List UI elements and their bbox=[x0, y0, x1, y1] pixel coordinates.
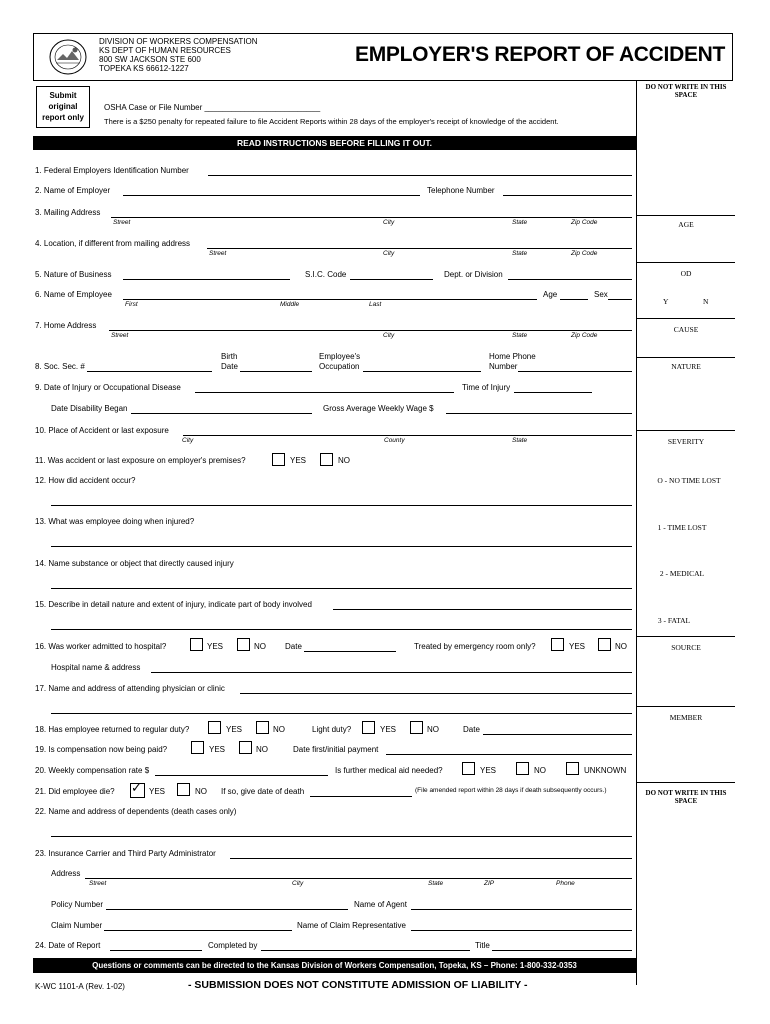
light-duty-yes-checkbox[interactable] bbox=[362, 721, 375, 734]
q24-label: 24. Date of Report bbox=[35, 941, 101, 950]
form-title: EMPLOYER'S REPORT OF ACCIDENT bbox=[355, 43, 726, 66]
telephone-input[interactable] bbox=[503, 195, 632, 196]
home-phone-label-1: Home Phone bbox=[489, 352, 536, 361]
agency-line: TOPEKA KS 66612-1227 bbox=[99, 64, 189, 73]
q11-yes-checkbox[interactable] bbox=[272, 453, 285, 466]
instructions-bar bbox=[33, 136, 636, 150]
fein-input[interactable] bbox=[208, 175, 632, 176]
q23-label: 23. Insurance Carrier and Third Party Administrator bbox=[35, 849, 216, 858]
hospital-name-input[interactable] bbox=[151, 672, 632, 673]
wage-input[interactable] bbox=[446, 413, 632, 414]
home-address-input[interactable] bbox=[109, 330, 632, 331]
q21-label: 21. Did employee die? bbox=[35, 787, 115, 796]
sub-last: Last bbox=[369, 301, 382, 308]
occupation-label-2: Occupation bbox=[319, 362, 360, 371]
age-label: Age bbox=[543, 290, 558, 299]
rail-od: OD bbox=[680, 269, 692, 278]
rail-source: SOURCE bbox=[671, 643, 701, 652]
birth-date-label: Date bbox=[221, 362, 238, 371]
q13-label: 13. What was employee doing when injured? bbox=[35, 517, 195, 526]
claim-number-label: Claim Number bbox=[51, 921, 103, 930]
sub-state: State bbox=[512, 250, 528, 257]
no-label: NO bbox=[254, 642, 266, 651]
disability-date-input[interactable] bbox=[131, 413, 312, 414]
agency-line: KS DEPT OF HUMAN RESOURCES bbox=[99, 46, 231, 55]
sub-street: Street bbox=[89, 880, 107, 887]
contact-bar bbox=[33, 958, 636, 973]
q6-label: 6. Name of Employee bbox=[35, 290, 112, 299]
sub-state: State bbox=[512, 332, 528, 339]
sub-state: State bbox=[428, 880, 444, 887]
dept-label: Dept. or Division bbox=[444, 270, 503, 279]
sub-first: First bbox=[125, 301, 138, 308]
rail-member: MEMBER bbox=[669, 713, 703, 722]
employer-name-input[interactable] bbox=[123, 195, 420, 196]
telephone-label: Telephone Number bbox=[427, 186, 495, 195]
rail-sev-0[interactable]: O - NO TIME LOST bbox=[657, 476, 721, 485]
claim-number-input[interactable] bbox=[104, 930, 292, 931]
rail-rule bbox=[637, 430, 735, 431]
sub-street: Street bbox=[111, 332, 129, 339]
q8-label: 8. Soc. Sec. # bbox=[35, 362, 85, 371]
employee-activity-input[interactable] bbox=[51, 546, 632, 547]
sub-street: Street bbox=[209, 250, 227, 257]
unknown-label: UNKNOWN bbox=[584, 766, 627, 775]
wage-label: Gross Average Weekly Wage $ bbox=[323, 404, 434, 413]
rail-top-note: DO NOT WRITE IN THIS SPACE bbox=[645, 83, 727, 99]
rail-severity: SEVERITY bbox=[667, 437, 705, 446]
rail-y[interactable]: Y bbox=[663, 297, 669, 306]
yes-label: YES bbox=[569, 642, 586, 651]
nature-of-business-input[interactable] bbox=[123, 279, 290, 280]
first-payment-input[interactable] bbox=[386, 754, 632, 755]
q2-label: 2. Name of Employer bbox=[35, 186, 111, 195]
q22-label: 22. Name and address of dependents (death cases only) bbox=[35, 807, 237, 816]
injury-date-input[interactable] bbox=[195, 392, 454, 393]
how-occurred-input[interactable] bbox=[51, 505, 632, 506]
occupation-label-1: Employee's bbox=[319, 352, 361, 361]
submit-line: original bbox=[48, 102, 78, 111]
rail-nature: NATURE bbox=[671, 362, 701, 371]
instructions-text: READ INSTRUCTIONS BEFORE FILLING IT OUT. bbox=[236, 138, 433, 148]
light-duty-no-checkbox[interactable] bbox=[410, 721, 423, 734]
sub-city: City bbox=[182, 437, 194, 444]
q11-label: 11. Was accident or last exposure on employer's premises? bbox=[35, 456, 246, 465]
q1-label: 1. Federal Employers Identification Number bbox=[35, 166, 189, 175]
rail-rule bbox=[637, 318, 735, 319]
yes-label: YES bbox=[480, 766, 497, 775]
death-date-label: If so, give date of death bbox=[221, 787, 305, 796]
rail-rule bbox=[637, 636, 735, 637]
rail-rule bbox=[637, 262, 735, 263]
yes-label: YES bbox=[290, 456, 307, 465]
state-seal-icon bbox=[48, 38, 88, 76]
q21-no-checkbox[interactable] bbox=[177, 783, 190, 796]
yes-label: YES bbox=[226, 725, 243, 734]
light-duty-label: Light duty? bbox=[312, 725, 352, 734]
birth-date-input[interactable] bbox=[240, 371, 312, 372]
q18-label: 18. Has employee returned to regular duty? bbox=[35, 725, 190, 734]
q19-label: 19. Is compensation now being paid? bbox=[35, 745, 168, 754]
first-payment-label: Date first/initial payment bbox=[293, 745, 379, 754]
employee-name-input[interactable] bbox=[123, 299, 537, 300]
time-of-injury-label: Time of Injury bbox=[462, 383, 511, 392]
rail-n[interactable]: N bbox=[703, 297, 709, 306]
q3-label: 3. Mailing Address bbox=[35, 208, 101, 217]
yes-label: YES bbox=[207, 642, 224, 651]
er-label: Treated by emergency room only? bbox=[414, 642, 536, 651]
injury-description-input[interactable] bbox=[333, 609, 632, 610]
q9-label: 9. Date of Injury or Occupational Disease bbox=[35, 383, 181, 392]
injury-description-line2[interactable] bbox=[51, 629, 632, 630]
no-label: NO bbox=[427, 725, 439, 734]
submit-line: report only bbox=[42, 113, 84, 122]
home-phone-label-2: Number bbox=[489, 362, 518, 371]
home-phone-input[interactable] bbox=[518, 371, 632, 372]
dependents-input[interactable] bbox=[51, 836, 632, 837]
report-date-input[interactable] bbox=[110, 950, 202, 951]
comp-rate-input[interactable] bbox=[155, 775, 328, 776]
ssn-input[interactable] bbox=[87, 371, 212, 372]
q20-label: 20. Weekly compensation rate $ bbox=[35, 766, 150, 775]
q12-label: 12. How did accident occur? bbox=[35, 476, 136, 485]
q4-label: 4. Location, if different from mailing address bbox=[35, 239, 191, 248]
death-date-input[interactable] bbox=[310, 796, 412, 797]
carrier-address-input[interactable] bbox=[85, 878, 632, 879]
agency-line: 800 SW JACKSON STE 600 bbox=[99, 55, 201, 64]
rail-divider bbox=[636, 81, 637, 985]
sub-zip-code: Zip Code bbox=[571, 250, 598, 257]
sub-zip-code: Zip Code bbox=[571, 332, 598, 339]
policy-input[interactable] bbox=[106, 909, 348, 910]
er-no-checkbox[interactable] bbox=[598, 638, 611, 651]
q14-label: 14. Name substance or object that directly caused injury bbox=[35, 559, 234, 568]
sub-county: County bbox=[384, 437, 405, 444]
place-of-accident-input[interactable] bbox=[183, 435, 632, 436]
disability-label: Date Disability Began bbox=[51, 404, 128, 413]
submit-original-box bbox=[36, 86, 90, 128]
no-label: NO bbox=[338, 456, 350, 465]
sub-phone: Phone bbox=[556, 880, 575, 887]
rail-rule bbox=[637, 357, 735, 358]
sex-input[interactable] bbox=[608, 299, 632, 300]
q15-label: 15. Describe in detail nature and extent of injury, indicate part of body involved bbox=[35, 600, 312, 609]
occupation-input[interactable] bbox=[363, 371, 481, 372]
time-of-injury-input[interactable] bbox=[514, 392, 592, 393]
sub-zip-code: Zip Code bbox=[571, 219, 598, 226]
q11-no-checkbox[interactable] bbox=[320, 453, 333, 466]
claim-rep-input[interactable] bbox=[411, 930, 632, 931]
rail-sev-2[interactable]: 2 - MEDICAL bbox=[659, 569, 705, 578]
contact-text: Questions or comments can be directed to the Kansas Division of Workers Compensation, Topeka, KS – Phone: 1-800-332-0353 bbox=[92, 961, 577, 970]
title-label: Title bbox=[475, 941, 490, 950]
liability-disclaimer: - SUBMISSION DOES NOT CONSTITUTE ADMISSION OF LIABILITY - bbox=[188, 979, 528, 991]
rail-bottom-note: DO NOT WRITE IN THIS SPACE bbox=[645, 789, 727, 805]
rail-sev-1[interactable]: 1 - TIME LOST bbox=[657, 523, 707, 532]
sub-zip: ZIP bbox=[484, 880, 495, 887]
rail-rule bbox=[637, 706, 735, 707]
age-input[interactable] bbox=[560, 299, 588, 300]
agency-line: DIVISION OF WORKERS COMPENSATION bbox=[99, 37, 258, 46]
er-yes-checkbox[interactable] bbox=[551, 638, 564, 651]
rail-age: AGE bbox=[678, 220, 694, 229]
sub-city: City bbox=[383, 219, 395, 226]
q19-no-checkbox[interactable] bbox=[239, 741, 252, 754]
submit-line: Submit bbox=[49, 91, 77, 100]
q21-yes-checkbox[interactable] bbox=[130, 783, 145, 798]
rail-cause: CAUSE bbox=[673, 325, 699, 334]
no-label: NO bbox=[273, 725, 285, 734]
rail-rule bbox=[637, 215, 735, 216]
policy-label: Policy Number bbox=[51, 900, 104, 909]
no-label: NO bbox=[195, 787, 207, 796]
yes-label: YES bbox=[380, 725, 397, 734]
sub-street: Street bbox=[113, 219, 131, 226]
q17-label: 17. Name and address of attending physician or clinic bbox=[35, 684, 225, 693]
q19-yes-checkbox[interactable] bbox=[191, 741, 204, 754]
location-input[interactable] bbox=[207, 248, 632, 249]
sex-label: Sex bbox=[594, 290, 608, 299]
penalty-notice: There is a $250 penalty for repeated failure to file Accident Reports within 28 days of the employer's receipt of knowledge of the accident. bbox=[104, 117, 559, 126]
q16-no-checkbox[interactable] bbox=[237, 638, 250, 651]
q20-yes-checkbox[interactable] bbox=[462, 762, 475, 775]
rail-rule bbox=[637, 782, 735, 783]
sub-state: State bbox=[512, 219, 528, 226]
hospital-date-label: Date bbox=[285, 642, 302, 651]
sub-city: City bbox=[383, 250, 395, 257]
hospital-name-label: Hospital name & address bbox=[51, 663, 141, 672]
agency-address bbox=[99, 37, 258, 73]
yes-label: YES bbox=[209, 745, 226, 754]
q20-no-checkbox[interactable] bbox=[516, 762, 529, 775]
sic-label: S.I.C. Code bbox=[305, 270, 347, 279]
hospital-date-input[interactable] bbox=[304, 651, 396, 652]
medical-aid-label: Is further medical aid needed? bbox=[335, 766, 443, 775]
amended-note: (File amended report within 28 days if death subsequently occurs.) bbox=[415, 787, 607, 794]
q10-label: 10. Place of Accident or last exposure bbox=[35, 426, 169, 435]
no-label: NO bbox=[534, 766, 546, 775]
q7-label: 7. Home Address bbox=[35, 321, 97, 330]
agent-label: Name of Agent bbox=[354, 900, 407, 909]
physician-line2[interactable] bbox=[51, 713, 632, 714]
birth-label: Birth bbox=[221, 352, 238, 361]
q16-label: 16. Was worker admitted to hospital? bbox=[35, 642, 167, 651]
form-id: K-WC 1101-A (Rev. 1-02) bbox=[35, 982, 125, 991]
return-date-input[interactable] bbox=[483, 734, 632, 735]
sic-input[interactable] bbox=[350, 279, 433, 280]
completed-by-input[interactable] bbox=[261, 950, 470, 951]
sub-state: State bbox=[512, 437, 528, 444]
claim-rep-label: Name of Claim Representative bbox=[297, 921, 406, 930]
rail-sev-3[interactable]: 3 - FATAL bbox=[657, 616, 691, 625]
sub-city: City bbox=[292, 880, 304, 887]
no-label: NO bbox=[615, 642, 627, 651]
no-label: NO bbox=[256, 745, 268, 754]
carrier-address-label: Address bbox=[51, 869, 81, 878]
q18-no-checkbox[interactable] bbox=[256, 721, 269, 734]
substance-input[interactable] bbox=[51, 588, 632, 589]
q20-unknown-checkbox[interactable] bbox=[566, 762, 579, 775]
title-input[interactable] bbox=[492, 950, 632, 951]
check-icon: ✓ bbox=[131, 781, 142, 796]
sub-city: City bbox=[383, 332, 395, 339]
q18-yes-checkbox[interactable] bbox=[208, 721, 221, 734]
osha-field[interactable]: OSHA Case or File Number __________________________ bbox=[104, 103, 321, 112]
carrier-input[interactable] bbox=[230, 858, 632, 859]
q16-yes-checkbox[interactable] bbox=[190, 638, 203, 651]
return-date-label: Date bbox=[463, 725, 480, 734]
mailing-address-input[interactable] bbox=[111, 217, 632, 218]
yes-label: YES bbox=[149, 787, 166, 796]
agent-input[interactable] bbox=[411, 909, 632, 910]
physician-input[interactable] bbox=[240, 693, 632, 694]
completed-by-label: Completed by bbox=[208, 941, 258, 950]
dept-input[interactable] bbox=[508, 279, 632, 280]
q5-label: 5. Nature of Business bbox=[35, 270, 112, 279]
sub-middle: Middle bbox=[280, 301, 300, 308]
